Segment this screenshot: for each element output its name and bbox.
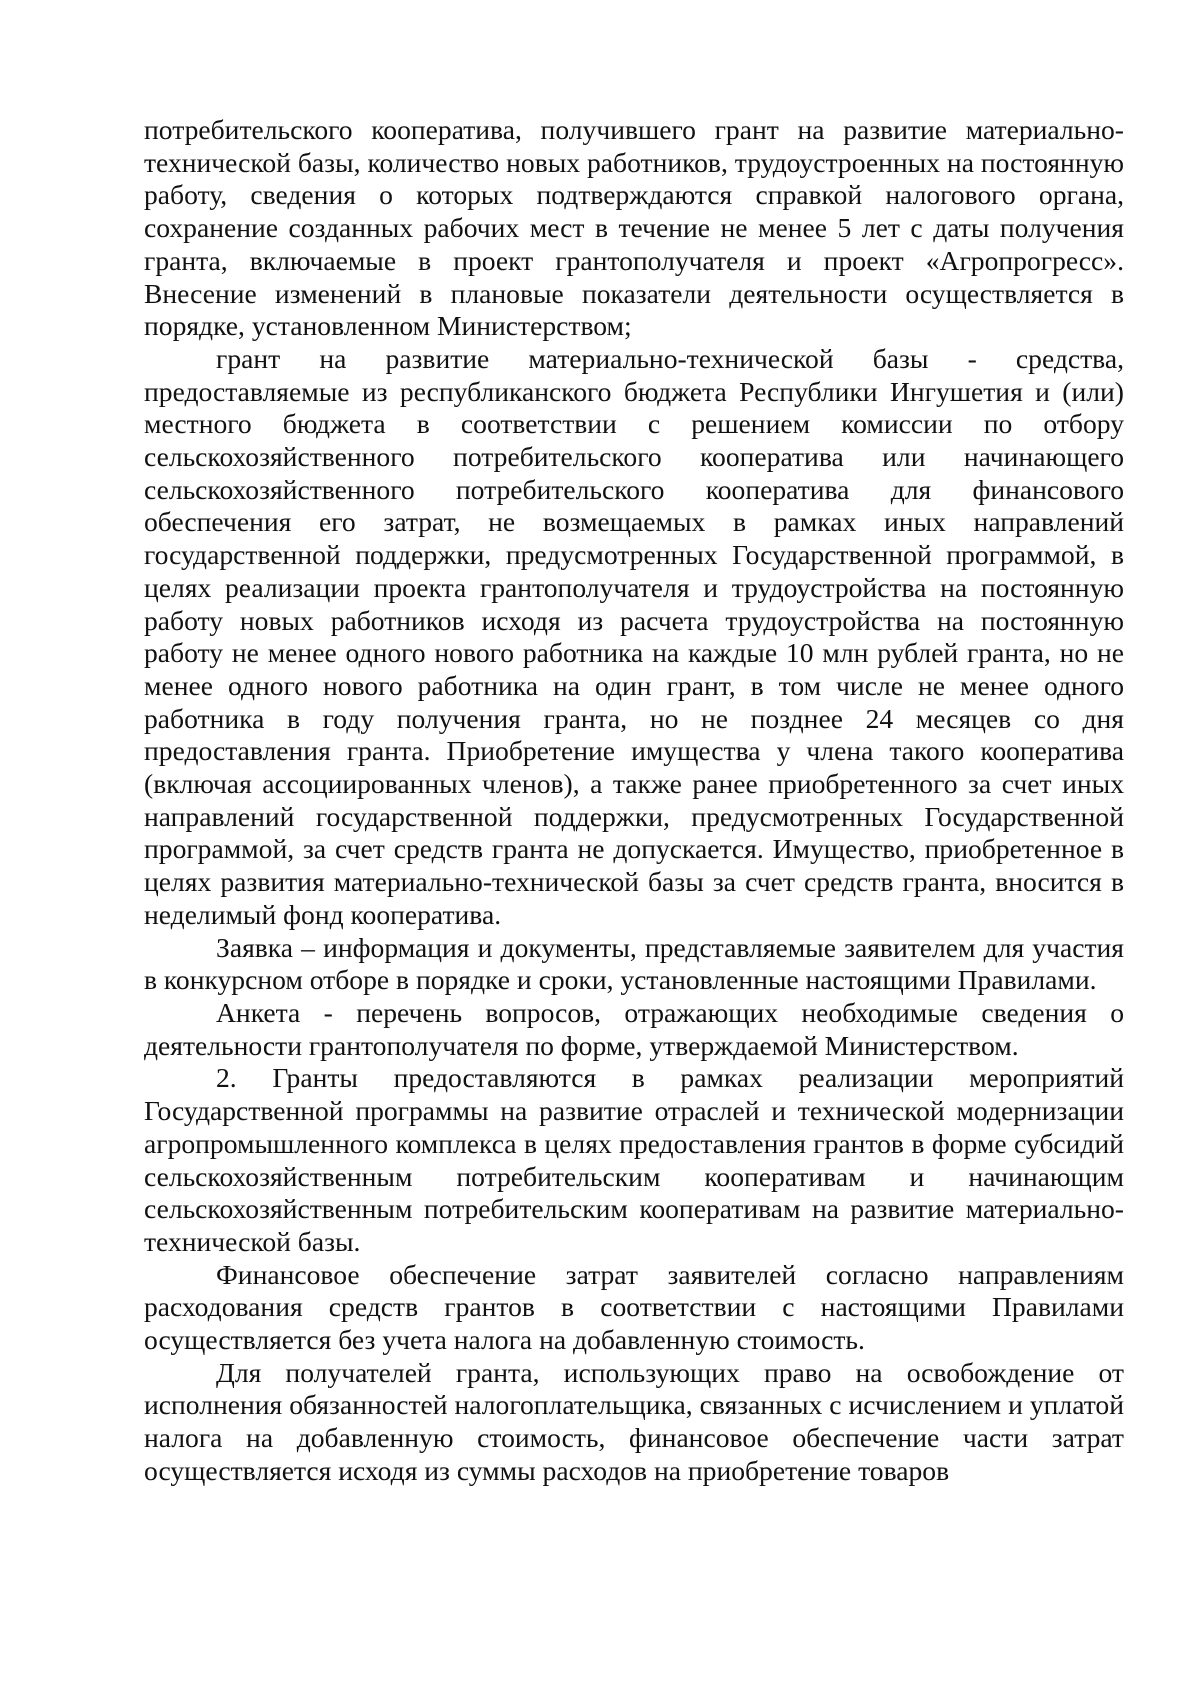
paragraph-continuation: потребительского кооператива, получившего грант на развитие материально-технической базы, количество новых работников, трудоустроенных на постоянную работу, сведения о которых подтверждаются справкой налогового органа, сохранение созданных рабочих мест в течение не менее 5 лет с даты получения гранта, включаемые в проект грантополучателя и проект «Агропрогресс». Внесение изменений в плановые показатели деятельности осуществляется в порядке, установленном Министерством;	[144, 114, 1124, 342]
paragraph-financing: Финансовое обеспечение затрат заявителей согласно направлениям расходования средств грантов в соответствии с настоящими Правилами осуществляется без учета налога на добавленную стоимость.	[144, 1258, 1124, 1356]
paragraph-questionnaire-definition: Анкета - перечень вопросов, отражающих необходимые сведения о деятельности грантополучателя по форме, утверждаемой Министерством.	[144, 996, 1124, 1061]
paragraph-vat-exemption: Для получателей гранта, использующих право на освобождение от исполнения обязанностей налогоплательщика, связанных с исчислением и уплатой налога на добавленную стоимость, финансовое обеспечение части затрат осуществляется исходя из суммы расходов на приобретение товаров	[144, 1356, 1124, 1486]
paragraph-section-2: 2. Гранты предоставляются в рамках реализации мероприятий Государственной программы на развитие отраслей и технической модернизации агропромышленного комплекса в целях предоставления грантов в форме субсидий сельскохозяйственным потребительским кооперативам и начинающим сельскохозяйственным потребительским кооперативам на развитие материально-технической базы.	[144, 1062, 1124, 1257]
paragraph-application-definition: Заявка – информация и документы, представляемые заявителем для участия в конкурсном отборе в порядке и сроки, установленные настоящими Правилами.	[144, 931, 1124, 996]
paragraph-grant-definition: грант на развитие материально-технической базы - средства, предоставляемые из республиканского бюджета Республики Ингушетия и (или) местного бюджета в соответствии с решением комиссии по отбору сельскохозяйственного потребительского кооператива или начинающего сельскохозяйственного потребительского кооператива для финансового обеспечения его затрат, не возмещаемых в рамках иных направлений государственной поддержки, предусмотренных Государственной программой, в целях реализации проекта грантополучателя и трудоустройства на постоянную работу новых работников исходя из расчета трудоустройства на постоянную работу не менее одного нового работника на каждые 10 млн рублей гранта, но не менее одного нового работника на один грант, в том числе не менее одного работника в году получения гранта, но не позднее 24 месяцев со дня предоставления гранта. Приобретение имущества у члена такого кооператива (включая ассоциированных членов), а также ранее приобретенного за счет иных направлений государственной поддержки, предусмотренных Государственной программой, за счет средств гранта не допускается. Имущество, приобретенное в целях развития материально-технической базы за счет средств гранта, вносится в неделимый фонд кооператива.	[144, 342, 1124, 930]
document-page	[144, 114, 1124, 1488]
